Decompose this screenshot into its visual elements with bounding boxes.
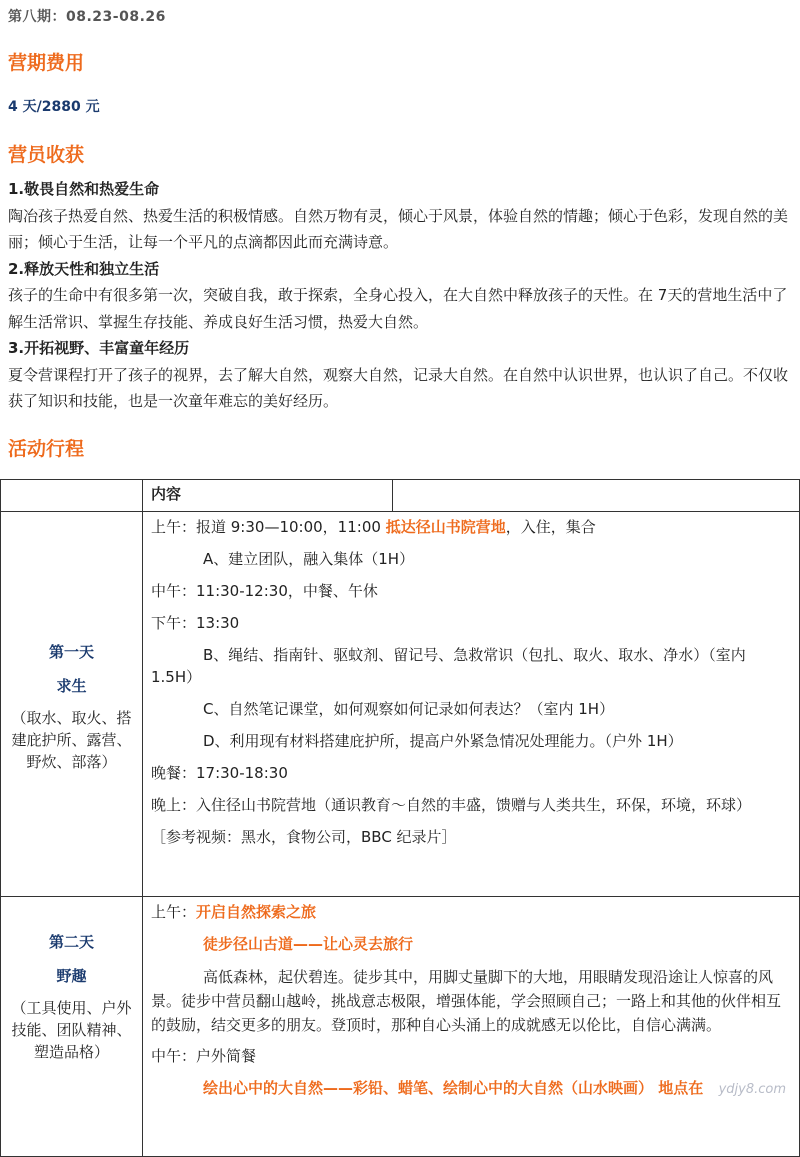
header-content-cell: 内容 [143,480,393,512]
day2-hike-title: 徒步径山古道——让心灵去旅行 [203,935,414,953]
header-blank-cell [393,480,800,512]
day2-row [1,897,800,1157]
day1-item-b: B、绳结、指南针、驱蚊剂、留记号、急救常识（包扎、取火、取水、净水）（室内 1.5H） [151,646,746,686]
day2-theme: 野趣 [56,967,87,985]
day1-label-cell [1,512,143,897]
day1-dinner: 晚餐：17:30-18:30 [151,764,288,782]
day1-content-cell [143,512,800,897]
day1-item-d: D、利用现有材料搭建庇护所，提高户外紧急情况处理能力。（户外 1H） [203,732,683,750]
day1-noon: 中午：11:30-12:30，中餐、午休 [151,582,378,600]
day1-morning-post: ，入住，集合 [505,518,596,536]
day2-desc: （工具使用、户外技能、团队精神、塑造品格） [11,999,132,1061]
gain-title-3: 3.开拓视野、丰富童年经历 [8,339,190,357]
day1-item-c: C、自然笔记课堂，如何观察如何记录如何表达？（室内 1H） [203,700,615,718]
gain-title-2: 2.释放天性和独立生活 [8,259,160,278]
day1-theme: 求生 [56,677,87,695]
day1-morning-highlight: 抵达径山书院营地 [385,518,506,536]
header-empty-cell [1,480,143,512]
day2-title: 第二天 [48,933,94,951]
period-label: 第八期：08.23-08.26 [8,9,166,25]
day2-content-cell [143,897,800,1157]
day1-evening: 晚上：入住径山书院营地（通识教育～自然的丰盛，馈赠与人类共生，环保，环境，环球） [151,796,752,814]
day2-draw: 绘出心中的大自然——彩铅、蜡笔、绘制心中的大自然（山水映画） 地点在 [203,1079,704,1097]
day2-label-cell [1,897,143,1157]
day1-afternoon: 下午：13:30 [151,614,240,632]
schedule-table [0,479,800,1157]
day2-morning-highlight: 开启自然探索之旅 [196,903,317,921]
day2-morning-label: 上午： [151,903,197,921]
day2-noon: 中午：户外简餐 [151,1047,257,1065]
day1-title: 第一天 [48,643,94,661]
watermark: ydjy8.com [718,1082,786,1097]
gain-heading: 营员收获 [8,144,85,166]
fee-heading: 营期费用 [8,52,85,74]
table-header-row [1,480,800,512]
day1-item-a: A、建立团队，融入集体（1H） [203,550,415,568]
day1-reference: ［参考视频：黑水，食物公司，BBC 纪录片］ [151,828,457,846]
day2-morning [151,901,791,923]
gain-section [8,176,794,415]
gain-text-2: 孩子的生命中有很多第一次，突破自我，敢于探索，全身心投入，在大自然中释放孩子的天性。在 7天的营地生活中了解生活常识、掌握生存技能、养成良好生活习惯，热爱大自然。 [8,286,788,331]
gain-text-3: 夏令营课程打开了孩子的视界，去了解大自然，观察大自然，记录大自然。在自然中认识世界，也认识了自己。不仅收获了知识和技能，也是一次童年难忘的美好经历。 [8,365,789,410]
gain-title-1: 1.敬畏自然和热爱生命 [8,180,160,198]
day1-morning [151,516,791,538]
day1-morning-pre: 上午：报道 9:30—10:00，11:00 [151,518,386,536]
schedule-heading: 活动行程 [8,438,85,460]
day1-desc: （取水、取火、搭建庇护所、露营、野炊、部落） [11,709,132,771]
gain-text-1: 陶冶孩子热爱自然、热爱生活的积极情感。自然万物有灵，倾心于风景，体验自然的情趣；倾心于色彩，发现自然的美丽；倾心于生活，让每一个平凡的点滴都因此而充满诗意。 [8,206,789,251]
day2-hike-text: 高低森林，起伏碧连。徒步其中，用脚丈量脚下的大地，用眼睛发现沿途让人惊喜的风景。徒步中营员翻山越岭，挑战意志极限，增强体能，学会照顾自己；一路上和其他的伙伴相互的鼓励，结交更多的朋友。登顶时，那种自心头涌上的成就感无以伦比，自信心满满。 [151,968,782,1034]
day1-row [1,512,800,897]
fee-value: 4 天/2880 元 [8,99,100,115]
